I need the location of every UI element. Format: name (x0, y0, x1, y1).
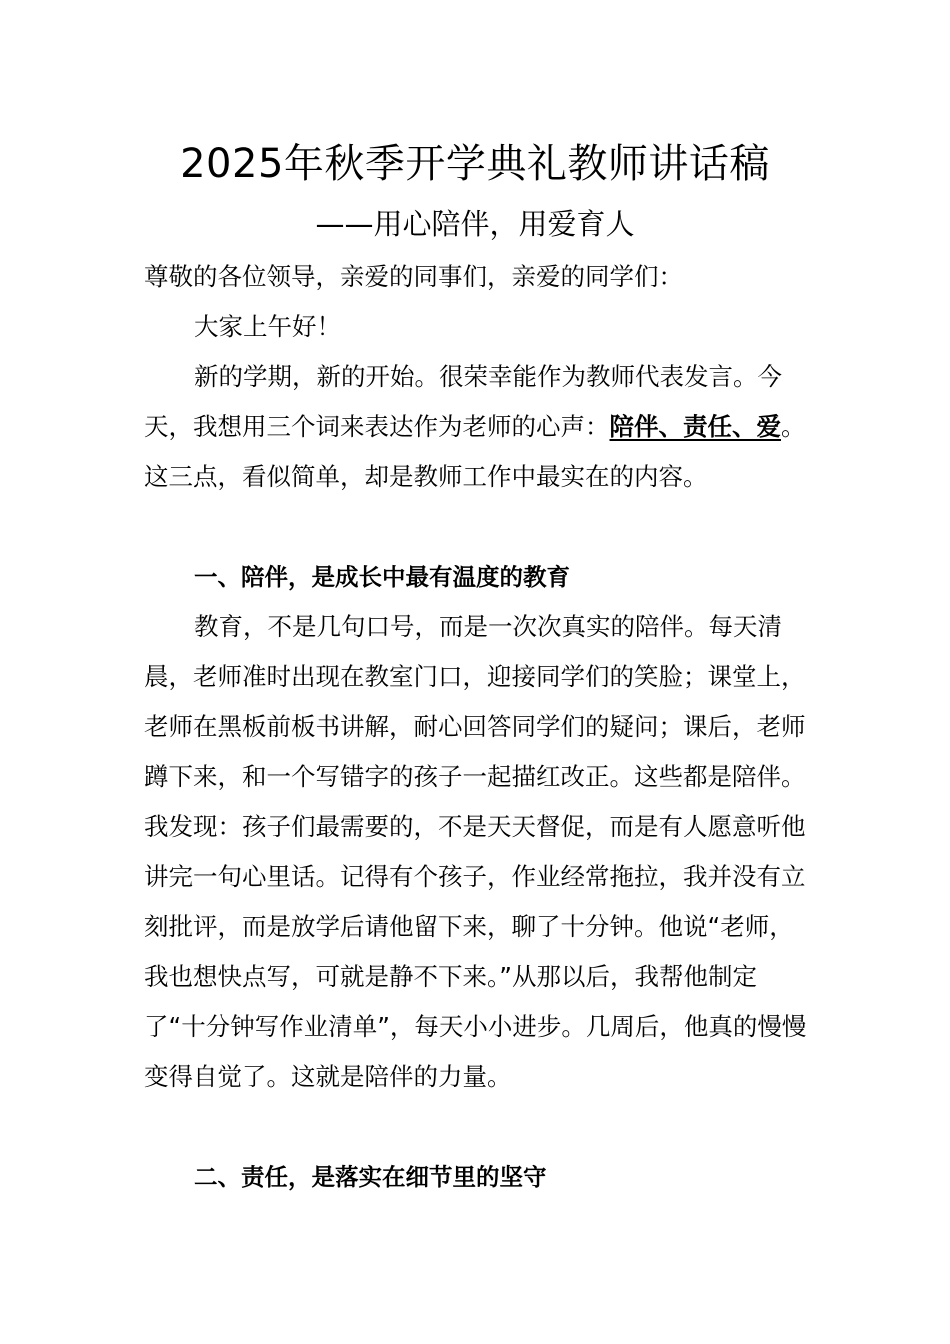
intro-text-after: 。这三点，看似简单，却是教师工作中最实在的内容。 (144, 412, 806, 491)
intro-text-before: 新的学期，新的开始。很荣幸能作为教师代表发言。今天，我想用三个词来表达作为老师的心声： (144, 362, 782, 441)
section-heading-1: 一、陪伴，是成长中最有温度的教育 (194, 563, 570, 591)
intro-paragraph (144, 352, 808, 502)
document-title: 2025年秋季开学典礼教师讲话稿 (180, 141, 770, 187)
greeting: 大家上午好！ (194, 312, 341, 341)
salutation: 尊敬的各位领导，亲爱的同事们，亲爱的同学们： (144, 262, 683, 291)
section-heading-2: 二、责任，是落实在细节里的坚守 (194, 1163, 547, 1191)
document-subtitle: ——用心陪伴，用爱育人 (315, 207, 635, 241)
intro-emphasis: 陪伴、责任、爱 (609, 412, 781, 441)
section-body-1: 教育，不是几句口号，而是一次次真实的陪伴。每天清晨，老师准时出现在教室门口，迎接同学们的笑脸；课堂上，老师在黑板前板书讲解，耐心回答同学们的疑问；课后，老师蹲下来，和一个写错字的孩子一起描红改正。这些都是陪伴。我发现：孩子们最需要的，不是天天督促，而是有人愿意听他讲完一句心里话。记得有个孩子，作业经常拖拉，我并没有立刻批评，而是放学后请他留下来，聊了十分钟。他说“老师，我也想快点写，可就是静不下来。”从那以后，我帮他制定了“十分钟写作业清单”，每天小小进步。几周后，他真的慢慢变得自觉了。这就是陪伴的力量。 (144, 612, 807, 1091)
